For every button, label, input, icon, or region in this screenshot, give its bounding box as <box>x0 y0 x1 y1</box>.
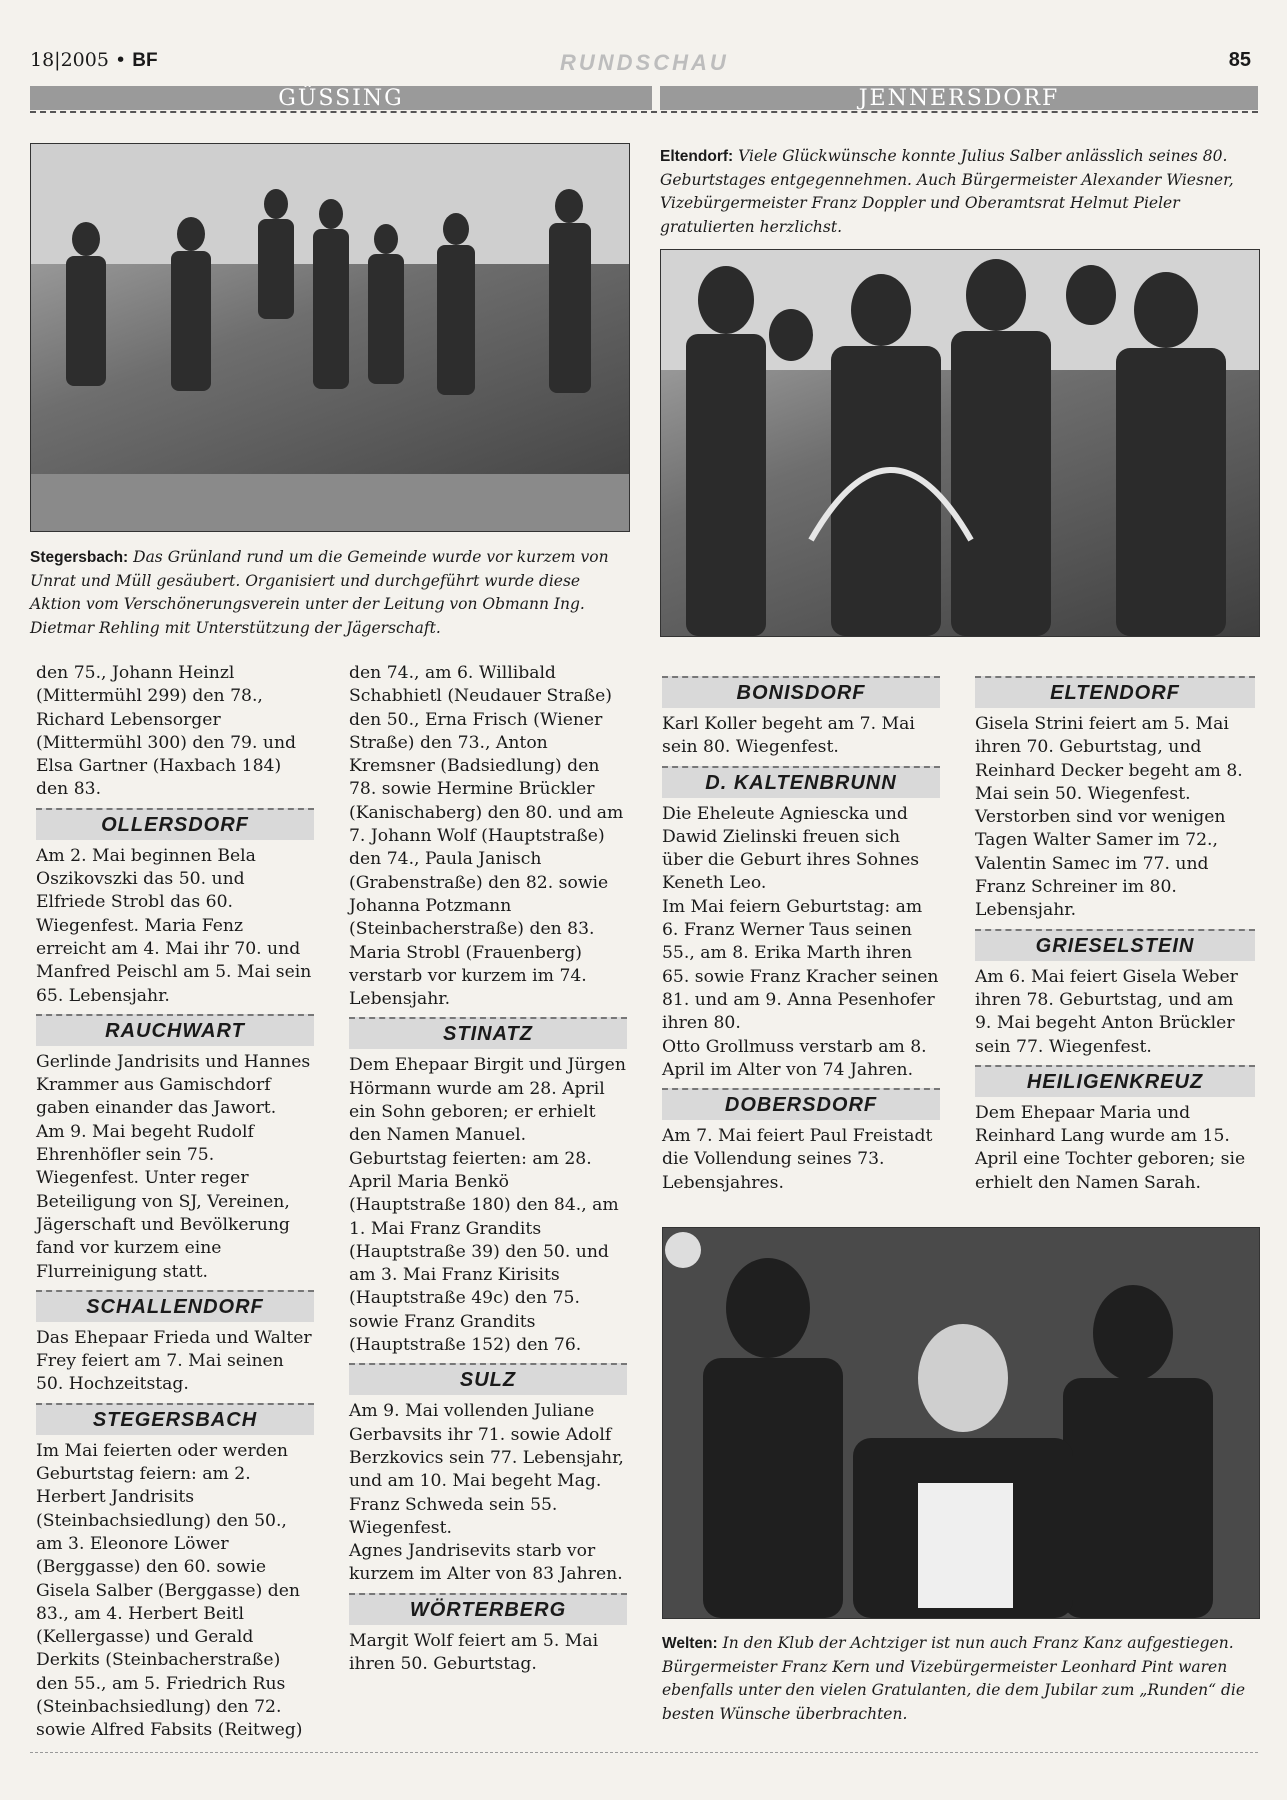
text-ollersdorf: Am 2. Mai beginnen Bela Oszikovszki das 50. und Elfriede Strobl das 60. Wiegenfest. Maria Fenz erreicht am 4. Mai ihr 70. und Manfred Peischl am 5. Mai sein 65. Lebensjahr. <box>36 845 312 1006</box>
heading-sulz: SULZ <box>349 1363 627 1395</box>
column-3 <box>662 676 940 1195</box>
page-number: 85 <box>1228 49 1251 71</box>
heading-bonisdorf: BONISDORF <box>662 676 940 708</box>
region-right-label: JENNERSDORF <box>858 86 1060 110</box>
issue-number: 18|2005 <box>30 49 109 71</box>
text-stegersbach: Im Mai feierten oder werden Geburtstag feiern: am 2. Herbert Jandrisits (Steinbachsiedlung) den 50., am 3. Eleonore Löwer (Berggasse) den 60. sowie Gisela Salber (Berggasse) den 83., am 4. Herbert Beitl (Kellergasse) und Gerald Derkits (Steinbacherstraße) den 55., am 5. Friedrich Rus (Steinbachsiedlung) den 72. sowie Alfred Fabsits (Reitweg) <box>36 1440 303 1741</box>
section-code: BF <box>132 50 158 71</box>
col2-intro: den 74., am 6. Willibald Schabhietl (Neudauer Straße) den 50., Erna Frisch (Wiener Straße) den 73., Anton Kremsner (Badsiedlung) den 78. sowie Hermine Brückler (Kanischaberg) den 80. und am 7. Johann Wolf (Hauptstraße) den 74., Paula Janisch (Grabenstraße) den 82. sowie Johanna Potzmann (Steinbacherstraße) den 83. <box>349 663 624 940</box>
column-2 <box>349 662 627 1676</box>
caption-text: In den Klub der Achtziger ist nun auch Franz Kanz aufgestiegen. Bürgermeister Franz Kern und Vizebürgermeister Leonhard Pint waren ebenfalls unter den vielen Gratulanten, die dem Jubilar zum „Runden“ die besten Wünsche überbrachten. <box>662 1634 1246 1723</box>
heading-eltendorf: ELTENDORF <box>975 676 1255 708</box>
text-eltendorf-1: Gisela Strini feiert am 5. Mai ihren 70. Geburtstag, und Reinhard Decker begeht am 8. Mai sein 50. Wiegenfest. <box>975 714 1243 804</box>
issue-line <box>30 49 158 72</box>
heading-stegersbach: STEGERSBACH <box>36 1403 314 1435</box>
masthead: RUNDSCHAU <box>560 50 729 75</box>
photo-welten-birthday <box>662 1227 1260 1619</box>
caption-welten <box>662 1632 1258 1726</box>
heading-heiligenkreuz: HEILIGENKREUZ <box>975 1065 1255 1097</box>
photo-eltendorf-birthday <box>660 249 1260 637</box>
text-eltendorf-2: Verstorben sind vor wenigen Tagen Walter Samer im 72., Valentin Samec im 77. und Franz Schreiner im 80. Lebensjahr. <box>975 807 1226 921</box>
text-schallendorf: Das Ehepaar Frieda und Walter Frey feiert am 7. Mai seinen 50. Hochzeitstag. <box>36 1327 312 1395</box>
caption-text: Das Grünland rund um die Gemeinde wurde vor kurzem von Unrat und Müll gesäubert. Organisiert und durchgeführt wurde diese Aktion vom Verschönerungsverein unter der Leitung von Obmann Ing. Dietmar Rehling mit Unterstützung der Jägerschaft. <box>30 548 609 637</box>
caption-location: Stegersbach: <box>30 549 129 566</box>
region-bar-right <box>660 86 1258 110</box>
col2-intro-2: Maria Strobl (Frauenberg) verstarb vor kurzem im 74. Lebensjahr. <box>349 942 587 1010</box>
text-dobersdorf: Am 7. Mai feiert Paul Freistadt die Vollendung seines 73. Lebensjahres. <box>662 1126 933 1193</box>
heading-schallendorf: SCHALLENDORF <box>36 1290 314 1322</box>
issue-separator: • <box>114 49 127 71</box>
text-kaltenbrunn-2: Im Mai feiern Geburtstag: am 6. Franz Werner Taus seinen 55., am 8. Erika Marth ihren 65. sowie Franz Kracher seinen 81. und am 9. Anna Pesenhofer ihren 80. <box>662 896 939 1034</box>
footer-rule <box>30 1752 1258 1753</box>
caption-location: Eltendorf: <box>660 148 734 165</box>
header-rule <box>30 111 1258 113</box>
text-woerterberg: Margit Wolf feiert am 5. Mai ihren 50. Geburtstag. <box>349 1630 599 1674</box>
text-rauchwart-2: Am 9. Mai begeht Rudolf Ehrenhöfler sein 75. Wiegenfest. Unter reger Beteiligung von SJ, Vereinen, Jägerschaft und Bevölkerung fand vor kurzem eine Flurreinigung statt. <box>36 1121 290 1282</box>
photo-stegersbach-group <box>30 143 630 532</box>
caption-stegersbach <box>30 546 628 640</box>
caption-location: Welten: <box>662 1635 718 1652</box>
text-rauchwart-1: Gerlinde Jandrisits und Hannes Krammer aus Gamischdorf gaben einander das Jawort. <box>36 1051 311 1119</box>
heading-dobersdorf: DOBERSDORF <box>662 1088 940 1120</box>
col1-intro: den 75., Johann Heinzl (Mittermühl 299) den 78., Richard Lebensorger (Mittermühl 300) den 79. und Elsa Gartner (Haxbach 184) den 83. <box>36 663 297 800</box>
text-heiligenkreuz: Dem Ehepaar Maria und Reinhard Lang wurde am 15. April eine Tochter geboren; sie erhielt den Namen Sarah. <box>975 1102 1246 1193</box>
text-sulz-2: Agnes Jandrisevits starb vor kurzem im Alter von 83 Jahren. <box>349 1541 623 1585</box>
heading-ollersdorf: OLLERSDORF <box>36 808 314 840</box>
text-kaltenbrunn-3: Otto Grollmuss verstarb am 8. April im Alter von 74 Jahren. <box>662 1036 927 1080</box>
text-kaltenbrunn-1: Die Eheleute Agniescka und Dawid Zielinski freuen sich über die Geburt ihres Sohnes Keneth Leo. <box>662 803 920 894</box>
text-sulz-1: Am 9. Mai vollenden Juliane Gerbavsits ihr 71. sowie Adolf Berzkovics sein 77. Lebensjahr, und am 10. Mai begeht Mag. Franz Schweda sein 55. Wiegenfest. <box>349 1401 624 1538</box>
column-1 <box>36 662 314 1743</box>
heading-woerterberg: WÖRTERBERG <box>349 1593 627 1625</box>
text-stinatz-2: Geburtstag feierten: am 28. April Maria Benkö (Hauptstraße 180) den 84., am 1. Mai Franz Grandits (Hauptstraße 39) den 50. und am 3. Mai Franz Kirisits (Hauptstraße 49c) den 75. sowie Franz Grandits (Hauptstraße 152) den 76. <box>349 1148 619 1356</box>
region-bar-left <box>30 86 652 110</box>
column-4 <box>975 676 1255 1195</box>
heading-stinatz: STINATZ <box>349 1017 627 1049</box>
text-stinatz-1: Dem Ehepaar Birgit und Jürgen Hörmann wurde am 28. April ein Sohn geboren; er erhielt den Namen Manuel. <box>349 1055 626 1146</box>
caption-text: Viele Glückwünsche konnte Julius Salber anlässlich seines 80. Geburtstages entgegennehmen. Auch Bürgermeister Alexander Wiesner, Vizebürgermeister Franz Doppler und Oberamtsrat Helmut Pieler gratulierten herzlichst. <box>660 147 1234 236</box>
text-grieselstein: Am 6. Mai feiert Gisela Weber ihren 78. Geburtstag, und am 9. Mai begeht Anton Brückler sein 77. Wiegenfest. <box>975 966 1238 1057</box>
heading-kaltenbrunn: D. KALTENBRUNN <box>662 766 940 798</box>
caption-eltendorf <box>660 145 1240 239</box>
text-bonisdorf: Karl Koller begeht am 7. Mai sein 80. Wiegenfest. <box>662 714 915 758</box>
heading-rauchwart: RAUCHWART <box>36 1014 314 1046</box>
heading-grieselstein: GRIESELSTEIN <box>975 929 1255 961</box>
region-left-label: GÜSSING <box>278 86 404 110</box>
